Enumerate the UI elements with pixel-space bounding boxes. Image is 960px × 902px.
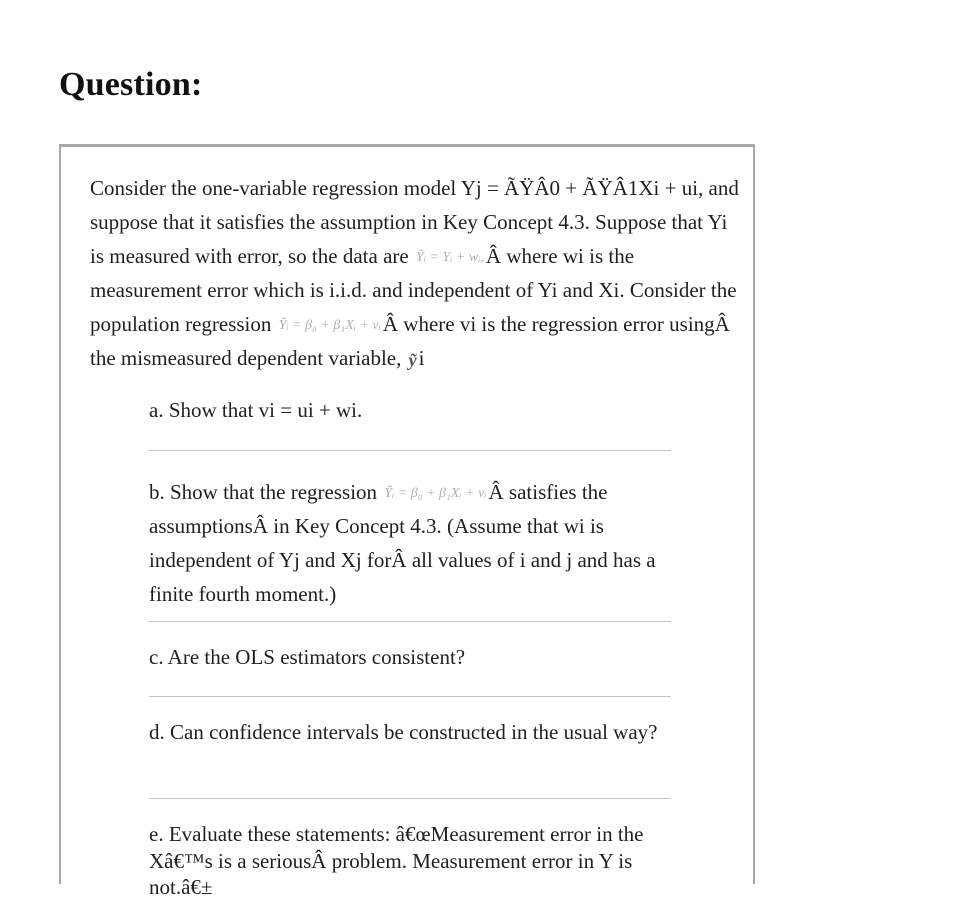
equation-image-y-tilde: ỹ	[408, 350, 417, 371]
equation-image-population-regression: Ỹᵢ = β₀ + β₁Xᵢ + vᵢ	[278, 318, 381, 334]
equation-image-measured-y: Ỹᵢ = Yᵢ + wᵢ,	[415, 250, 484, 266]
intro-text-2: Â where wi is the measurement error which is i.i.d. and independent of Yi and Xi. Consider the population regression	[90, 244, 737, 336]
equation-image-regression-b: Ỹᵢ = β₀ + β₁Xᵢ + vᵢ	[384, 486, 487, 502]
part-e: e. Evaluate these statements: â€œMeasurement error in the Xâ€™s is a seriousÂ problem. Measurement error in Y is not.â€±	[149, 822, 644, 899]
divider-d	[149, 798, 671, 799]
page-title: Question:	[59, 66, 203, 103]
part-d: d. Can confidence intervals be constructed in the usual way?	[149, 720, 658, 744]
question-box	[59, 144, 755, 899]
part-a: a. Show that vi = ui + wi.	[149, 398, 363, 422]
divider-a	[149, 450, 671, 451]
divider-c	[149, 696, 671, 697]
intro-text-3: Â where vi is the regression error usingÂ the mismeasured dependent variable,	[90, 312, 730, 370]
part-b-text-1: b. Show that the regression	[149, 480, 383, 504]
divider-b	[149, 621, 671, 622]
part-b-text-2: Â satisfies the assumptionsÂ in Key Concept 4.3. (Assume that wi is independent of Yj and Xj forÂ all values of i and j and has a finite fourth moment.)	[149, 480, 656, 606]
part-b	[149, 475, 671, 611]
part-c: c. Are the OLS estimators consistent?	[149, 645, 466, 669]
question-intro	[90, 171, 740, 375]
intro-text-4: i	[418, 346, 425, 370]
intro-text-1: Consider the one-variable regression model Yj = ÃŸÂ0 + ÃŸÂ1Xi + ui, and suppose that it satisfies the assumption in Key Concept 4.3. Suppose that Yi is measured with error, so the data are	[90, 176, 739, 268]
